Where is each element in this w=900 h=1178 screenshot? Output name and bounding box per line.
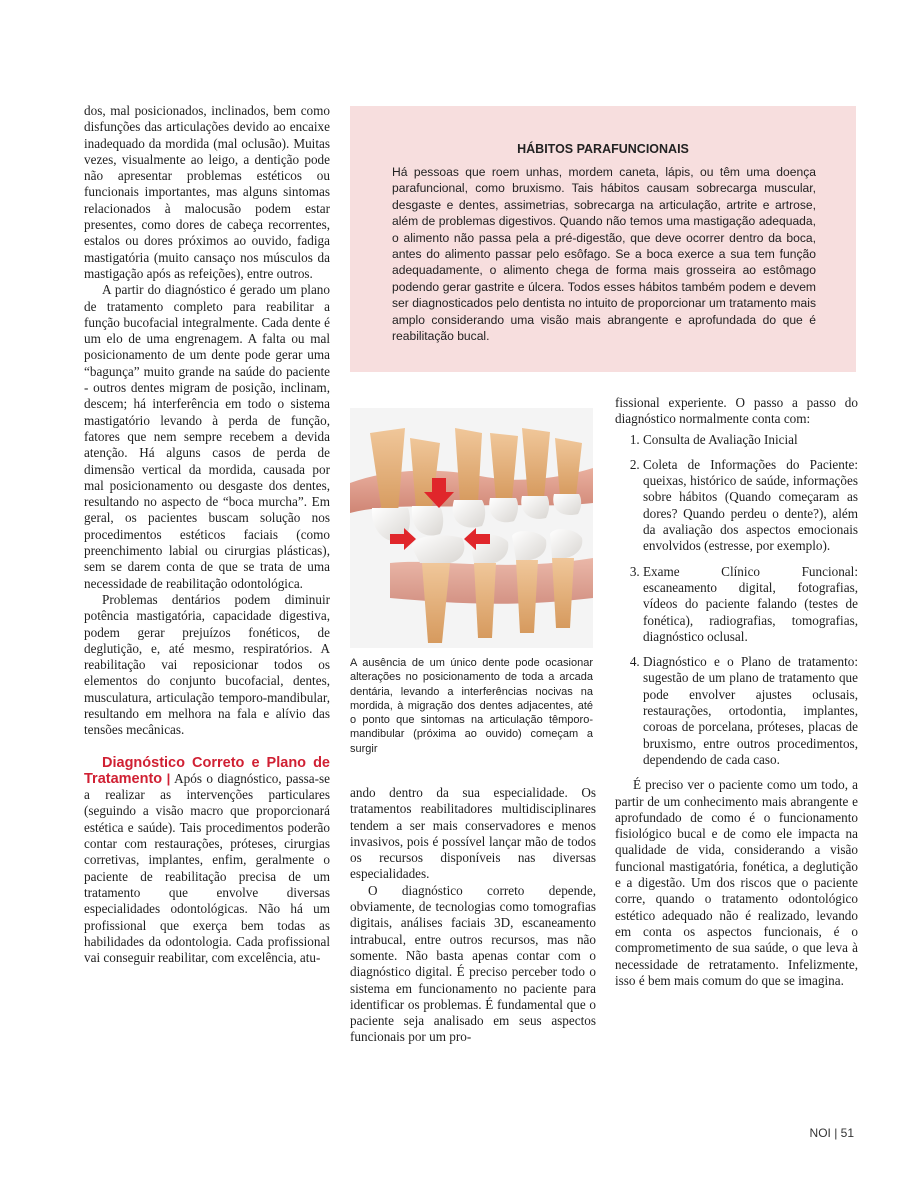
list-item: 3. Exame Clínico Funcional: escaneamento digital, fotografias, vídeos do paciente falando (testes de fonética), radiografias, tomografias, diagnóstico oclusal. (643, 564, 858, 645)
section-headline: Diagnóstico Correto e Plano de Tratamento (84, 754, 330, 787)
sidebar-box (350, 106, 856, 372)
column-right (615, 395, 858, 989)
paragraph: O diagnóstico correto depende, obviamente, de tecnologias como tomografias digitais, análises faciais 3D, escaneamento intrabucal, entre outros recursos, mas não somente. Não basta apenas contar com o diagnóstico digital. É preciso perceber todo o sistema em funcionamento no paciente para identificar os problemas. É fundamental que o paciente seja analisado em seus aspectos funcionais por um pro- (350, 882, 596, 1045)
list-item: 1. Consulta de Avaliação Inicial (643, 432, 858, 448)
sidebar-body: Há pessoas que roem unhas, mordem caneta, lápis, ou têm uma doença parafuncional, como bruxismo. Tais hábitos causam sobrecarga muscular, desgaste e dentes, assimetrias, sobrecarga na articulação, artrite e artrose, além de problemas digestivos. Quando não temos uma mastigação adequada, o alimento não passa pela a pré-digestão, que deve ocorrer dentro da boca, antes do alimento passar pelo esôfago. Se a boca exerce a sua tem função adequadamente, o alimento chega de forma mais grosseira ao estômago podendo gerar gastrite e úlcera. Todos esses hábitos também podem e devem ser diagnosticados pelo dentista no intuito de proporcionar um tratamento mais amplo considerando uma visão mais abrangente e aprofundada do que é reabilitação bucal. (392, 165, 816, 344)
paragraph: ando dentro da sua especialidade. Os tratamentos reabilitadores multidisciplinares tendem a ser mais conservadores e menos invasivos, pois é possível lançar mão de todos os recursos disponíveis nas diversas especialidades. (350, 785, 596, 882)
list-item: 4. Diagnóstico e o Plano de tratamento: sugestão de um plano de tratamento que pode envolver ajustes oclusais, restaurações, ortodontia, implantes, coroas de porcelana, próteses, placas de bruxismo, entre outros procedimentos, dependendo de cada caso. (643, 654, 858, 768)
teeth-svg (350, 408, 593, 648)
paragraph: fissional experiente. O passo a passo do diagnóstico normalmente conta com: (615, 395, 858, 427)
paragraph: dos, mal posicionados, inclinados, bem como disfunções das articulações devido ao encaixe inadequado da mordida (mal oclusão). Muitas vezes, visualmente ao leigo, a dentição pode não apresentar problemas estéticos ou funcionais importantes, mas alguns sintomas relacionados à malocusão podem estar presentes, como dores de cabeça recorrentes, estalos ou dores próximos ao ouvido, fadiga mastigatória (muito cansaço nos músculos da mastigação após as refeições), entre outros. (84, 103, 330, 281)
paragraph: A partir do diagnóstico é gerado um plano de tratamento completo para reabilitar a função bucofacial integralmente. Cada dente é um elo de uma engrenagem. A falta ou mal posicionamento de um dente pode gerar uma “bagunça” muito grande na saúde do paciente - outros dentes migram de posição, inclinam, descem; há interferência em todo o sistema mastigatório levando à perda de função, fatores que nem sempre recebem a devida atenção. Há alguns casos de perda de dimensão vertical da mordida, causada por mal posicionamento ou desgaste dos dentes, resultando no aspecto de “boca murcha”. Em geral, os pacientes buscam solução nos procedimentos estéticos faciais (como preenchimento labial ou cirurgias plásticas), sem se darem conta de que se trata de uma necessidade de reabilitação odontológica. (84, 282, 330, 591)
paragraph: Problemas dentários podem diminuir potência mastigatória, capacidade digestiva, podem gerar prejuízos fonéticos, de deglutição, e, até mesmo, respiratórios. A reabilitação vai reposicionar todos os elementos do conjunto bucofacial, dentes, musculatura, articulação temporo-mandibular, resultando em melhora na fala e alívio das tensões mecânicas. (84, 591, 330, 738)
teeth-illustration (350, 408, 593, 648)
paragraph: É preciso ver o paciente como um todo, a partir de um conhecimento mais abrangente e aprofundado de como é o funcionamento fisiológico bucal e de como ele impacta na qualidade de vida, considerando a visão funcional mastigatória, fonética, a deglutição e a digestão. Um dos riscos que o paciente corre, quando o tratamento odontológico estético adequado não é realizado, levando em conta os aspectos funcionais, é o comprometimento de sua saúde, o que leva à necessidade de retratamento. Infelizmente, isso é bem mais comum do que se imagina. (615, 777, 858, 988)
list-item: 2. Coleta de Informações do Paciente: queixas, histórico de saúde, informações sobre hábitos (Quando começaram as dores? Quando perdeu o dente?), além da avaliação dos aspectos emocionais envolvidos (estresse, por exemplo). (643, 457, 858, 555)
headline-separator: | (166, 770, 171, 786)
section-text: Após o diagnóstico, passa-se a realizar as intervenções particulares (seguindo a visão macro que proporcionará estética e saúde). Tais procedimentos poderão contar com restaurações, próteses, cirurgias corretivas, implantes, enfim, geralmente o paciente de reabilitação precisa de um tratamento que envolve diversas especialidades odontológicas. Não há um profissional que exerça bem todas as habilidades da odontologia. Cada profissional vai conseguir reabilitar, com excelência, atu- (84, 770, 330, 966)
column-middle (350, 785, 596, 1046)
column-left (84, 103, 330, 966)
figure-caption: A ausência de um único dente pode ocasionar alterações no posicionamento de toda a arcada dentária, levando a interferências nocivas na mordida, à migração dos dentes adjacentes, até o ponto que sintomas na articulação têmporo-mandibular (próxima ao ouvido) começam a surgir (350, 657, 593, 755)
sidebar-title: HÁBITOS PARAFUNCIONAIS (517, 142, 689, 156)
page-folio: NOI | 51 (809, 1126, 854, 1140)
diagnosis-steps-list (615, 432, 858, 769)
section-paragraph (84, 755, 330, 967)
